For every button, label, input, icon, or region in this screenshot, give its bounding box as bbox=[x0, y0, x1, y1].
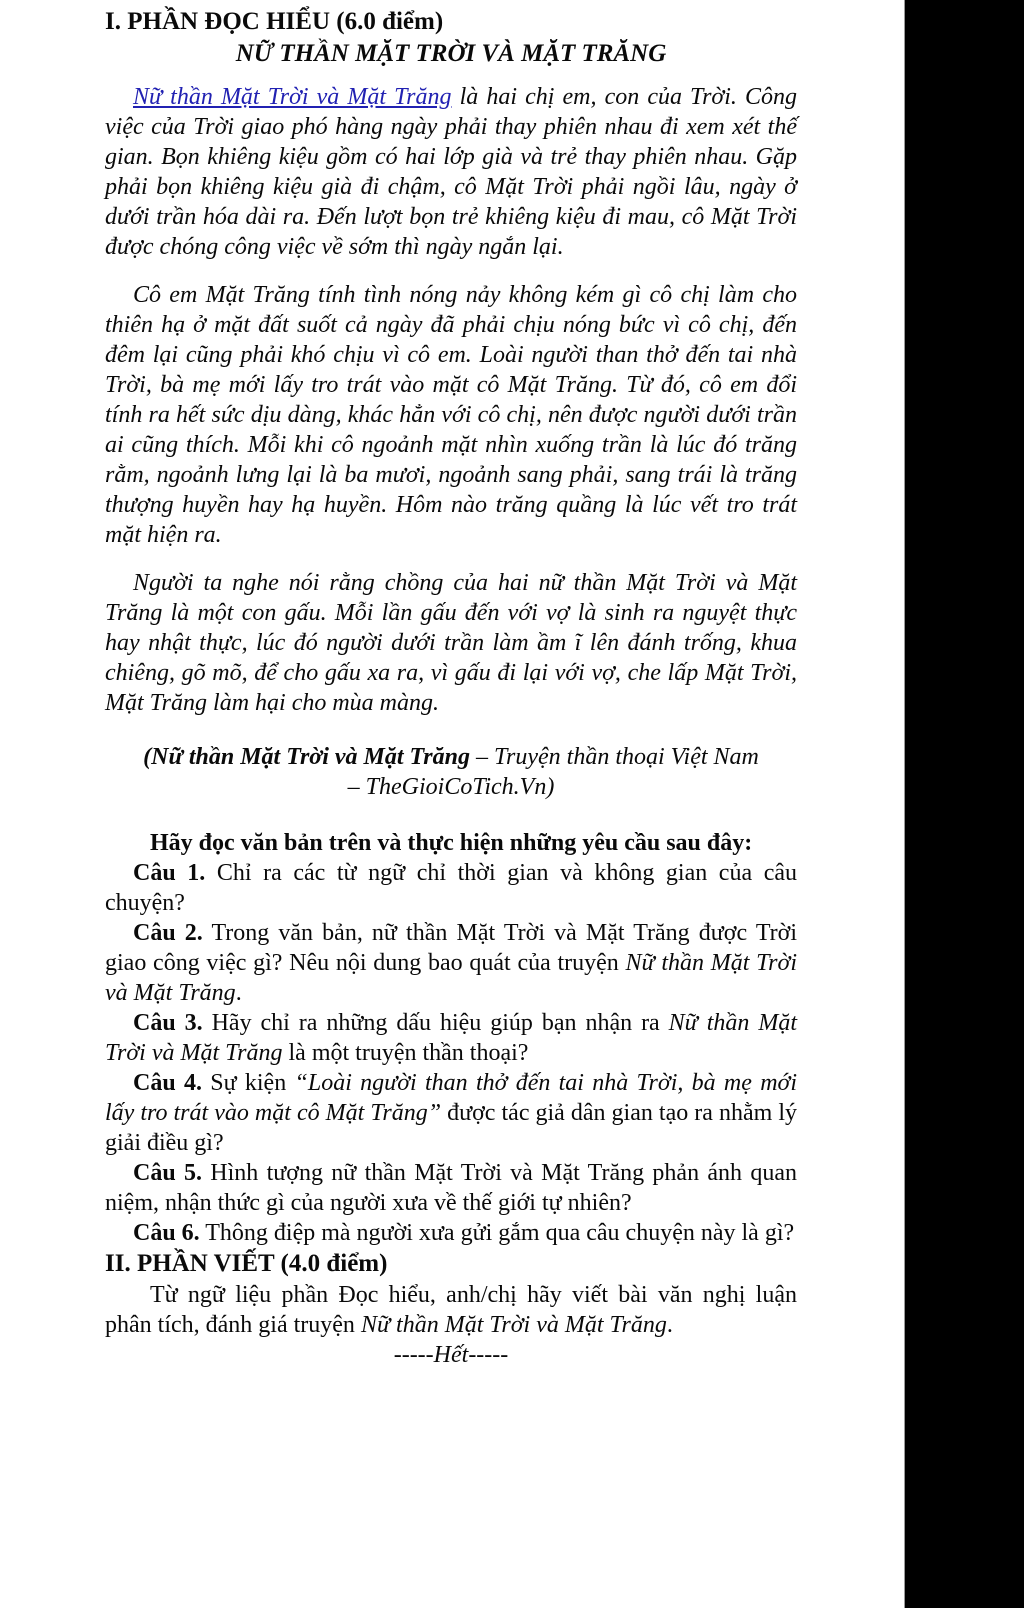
citation bbox=[105, 742, 797, 802]
story-paragraph-1 bbox=[105, 82, 797, 262]
question-6 bbox=[105, 1218, 797, 1248]
scan-black-margin bbox=[904, 0, 1024, 1608]
question-5 bbox=[105, 1158, 797, 1218]
question-1 bbox=[105, 858, 797, 918]
citation-site: – TheGioiCoTich.Vn) bbox=[347, 774, 555, 800]
citation-source: – Truyện thần thoại Việt Nam bbox=[469, 744, 759, 770]
question-1-text: Chỉ ra các từ ngữ chỉ thời gian và không gian của câu chuyện? bbox=[105, 860, 797, 916]
question-2-text-end: . bbox=[235, 980, 242, 1006]
question-6-text: Thông điệp mà người xưa gửi gắm qua câu chuyện này là gì? bbox=[199, 1220, 795, 1246]
instruction-text: Hãy đọc văn bản trên và thực hiện những yêu cầu sau đây: bbox=[150, 830, 753, 856]
question-4-text: Sự kiện bbox=[201, 1070, 295, 1096]
question-3-title-ref: Nữ thần Mặt Trời và Mặt Trăng bbox=[105, 1010, 798, 1066]
question-2 bbox=[105, 918, 797, 1008]
citation-title: (Nữ thần Mặt Trời và Mặt Trăng bbox=[143, 744, 470, 770]
question-6-label: Câu 6. bbox=[133, 1220, 200, 1246]
story-paragraph-2: Cô em Mặt Trăng tính tình nóng nảy không kém gì cô chị làm cho thiên hạ ở mặt đất suốt cả ngày đã phải chịu nóng bức vì cô chị, đến đêm lại cũng phải khó chịu vì cô em. Loài người than thở đến tai nhà Trời, bà mẹ mới lấy tro trát vào mặt cô Mặt Trăng. Từ đó, cô em đổi tính ra hết sức dịu dàng, khác hẳn với cô chị, nên được người dưới trần ai cũng thích. Mỗi khi cô ngoảnh mặt nhìn xuống trần là lúc đó trăng rằm, ngoảnh lưng lại là ba mươi, ngoảnh sang phải, sang trái là trăng thượng huyền hay hạ huyền. Hôm nào trăng quầng là lúc vết tro trát mặt hiện ra. bbox=[105, 282, 797, 548]
question-5-text: Hình tượng nữ thần Mặt Trời và Mặt Trăng phản ánh quan niệm, nhận thức gì của người xưa về thế giới tự nhiên? bbox=[105, 1160, 797, 1216]
section-heading-reading: I. PHẦN ĐỌC HIỂU (6.0 điểm) bbox=[105, 8, 444, 35]
question-3-text: Hãy chỉ ra những dấu hiệu giúp bạn nhận ra bbox=[202, 1010, 669, 1036]
question-4-label: Câu 4. bbox=[133, 1070, 202, 1096]
question-4-text-end: được tác giả dân gian tạo ra nhằm lý giải điều gì? bbox=[105, 1100, 797, 1156]
question-2-label: Câu 2. bbox=[133, 920, 203, 946]
story-paragraph-3: Người ta nghe nói rằng chồng của hai nữ thần Mặt Trời và Mặt Trăng là một con gấu. Mỗi lần gấu đến với vợ là sinh ra nguyệt thực hay nhật thực, lúc đó người dưới trần làm ầm ĩ lên đánh trống, khua chiêng, gõ mõ, để cho gấu xa ra, vì gấu đi lại với vợ, che lấp Mặt Trời, Mặt Trăng làm hại cho mùa màng. bbox=[105, 570, 797, 716]
question-3 bbox=[105, 1008, 797, 1068]
question-2-text: Trong văn bản, nữ thần Mặt Trời và Mặt Trăng được Trời giao công việc gì? Nêu nội dung bao quát của truyện bbox=[105, 920, 797, 976]
writing-task bbox=[105, 1280, 797, 1340]
story-title-link[interactable]: Nữ thần Mặt Trời và Mặt Trăng bbox=[133, 84, 452, 110]
question-2-title-ref: Nữ thần Mặt Trời và Mặt Trăng bbox=[105, 950, 798, 1006]
question-5-label: Câu 5. bbox=[133, 1160, 202, 1186]
question-3-label: Câu 3. bbox=[133, 1010, 203, 1036]
section-heading-writing: II. PHẦN VIẾT (4.0 điểm) bbox=[105, 1250, 388, 1277]
story-title: NỮ THẦN MẶT TRỜI VÀ MẶT TRĂNG bbox=[235, 40, 667, 67]
question-1-label: Câu 1. bbox=[133, 860, 206, 886]
end-marker: -----Hết----- bbox=[393, 1342, 509, 1368]
question-4 bbox=[105, 1068, 797, 1158]
question-3-text-end: là một truyện thần thoại? bbox=[282, 1040, 529, 1066]
question-4-quote: “Loài người than thở đến tai nhà Trời, bà mẹ mới lấy tro trát vào mặt cô Mặt Trăng” bbox=[105, 1070, 797, 1126]
writing-task-text-end: . bbox=[666, 1312, 673, 1338]
document-page bbox=[105, 6, 797, 1370]
story-paragraph-1-text: là hai chị em, con của Trời. Công việc của Trời giao phó hàng ngày phải thay phiên nhau đi xem xét thế gian. Bọn khiêng kiệu gồm có hai lớp già và trẻ thay phiên nhau. Gặp phải bọn khiêng kiệu già đi chậm, cô Mặt Trời phải ngồi lâu, ngày ở dưới trần hóa dài ra. Đến lượt bọn trẻ khiêng kiệu đi mau, cô Mặt Trời được chóng công việc về sớm thì ngày ngắn lại. bbox=[105, 84, 797, 260]
writing-task-text: Từ ngữ liệu phần Đọc hiểu, anh/chị hãy viết bài văn nghị luận phân tích, đánh giá truyện bbox=[105, 1282, 797, 1338]
writing-task-title-ref: Nữ thần Mặt Trời và Mặt Trăng bbox=[360, 1312, 667, 1338]
